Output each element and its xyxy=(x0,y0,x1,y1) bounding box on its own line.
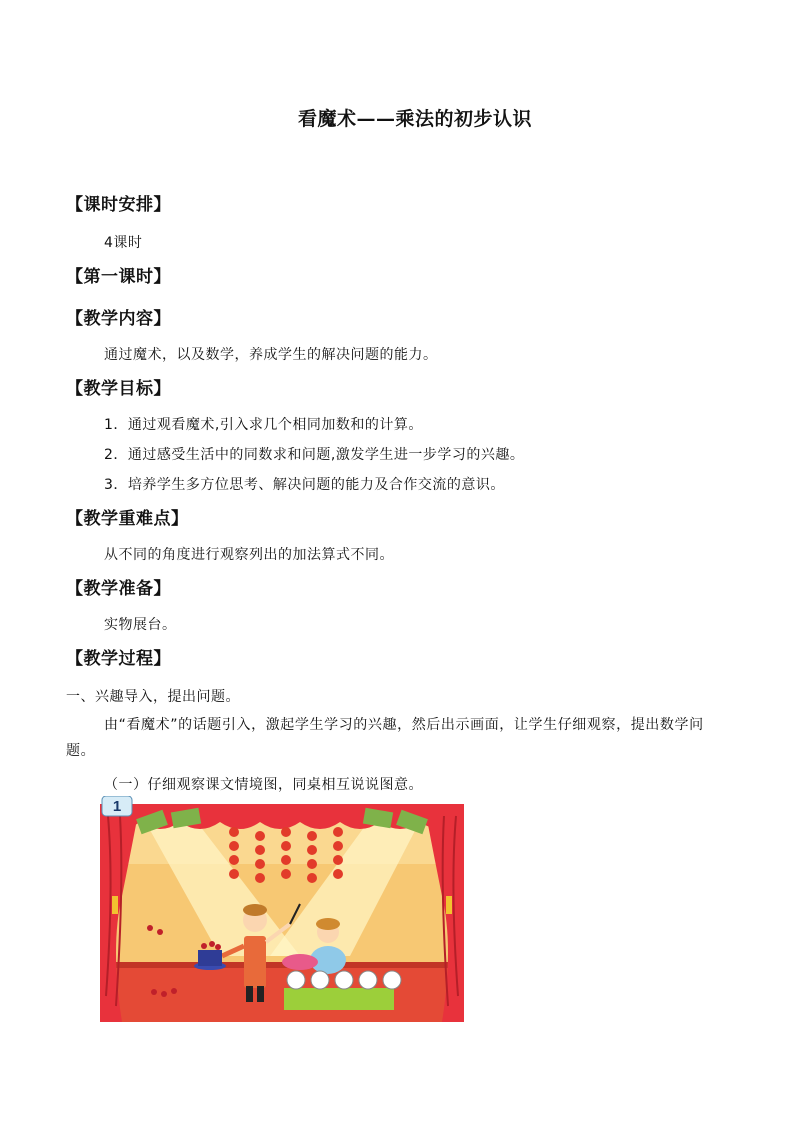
process-substep-1: （一）仔细观察课文情境图，同桌相互说说图意。 xyxy=(104,777,423,793)
content-text: 通过魔术，以及数学，养成学生的解决问题的能力。 xyxy=(104,347,438,363)
heading-keypoints: 【教学重难点】 xyxy=(66,509,189,529)
figure-number: 1 xyxy=(112,798,122,815)
goal-item-3: 3．培养学生多方位思考、解决问题的能力及合作交流的意识。 xyxy=(104,477,505,493)
heading-preparation: 【教学准备】 xyxy=(66,579,171,599)
fish-bowl-table xyxy=(284,971,401,1010)
preparation-text: 实物展台。 xyxy=(104,617,177,633)
process-paragraph: 由“看魔术”的话题引入，激起学生学习的兴趣，然后出示画面，让学生仔细观察，提出数学问题。 xyxy=(66,717,704,759)
schedule-text: 4课时 xyxy=(104,235,143,251)
heading-content: 【教学内容】 xyxy=(66,309,171,329)
keypoint-text: 从不同的角度进行观察列出的加法算式不同。 xyxy=(104,547,394,563)
heading-process: 【教学过程】 xyxy=(66,649,171,669)
heading-schedule: 【课时安排】 xyxy=(66,195,171,215)
heading-goals: 【教学目标】 xyxy=(66,379,171,399)
document-title: 看魔术——乘法的初步认识 xyxy=(297,108,532,130)
heading-first-lesson: 【第一课时】 xyxy=(66,267,171,287)
process-step-1: 一、兴趣导入，提出问题。 xyxy=(66,689,240,705)
goal-item-2: 2．通过感受生活中的同数求和问题,激发学生进一步学习的兴趣。 xyxy=(104,447,525,463)
goal-item-1: 1．通过观看魔术,引入求几个相同加数和的计算。 xyxy=(104,417,423,433)
magic-show-illustration xyxy=(100,796,464,1022)
